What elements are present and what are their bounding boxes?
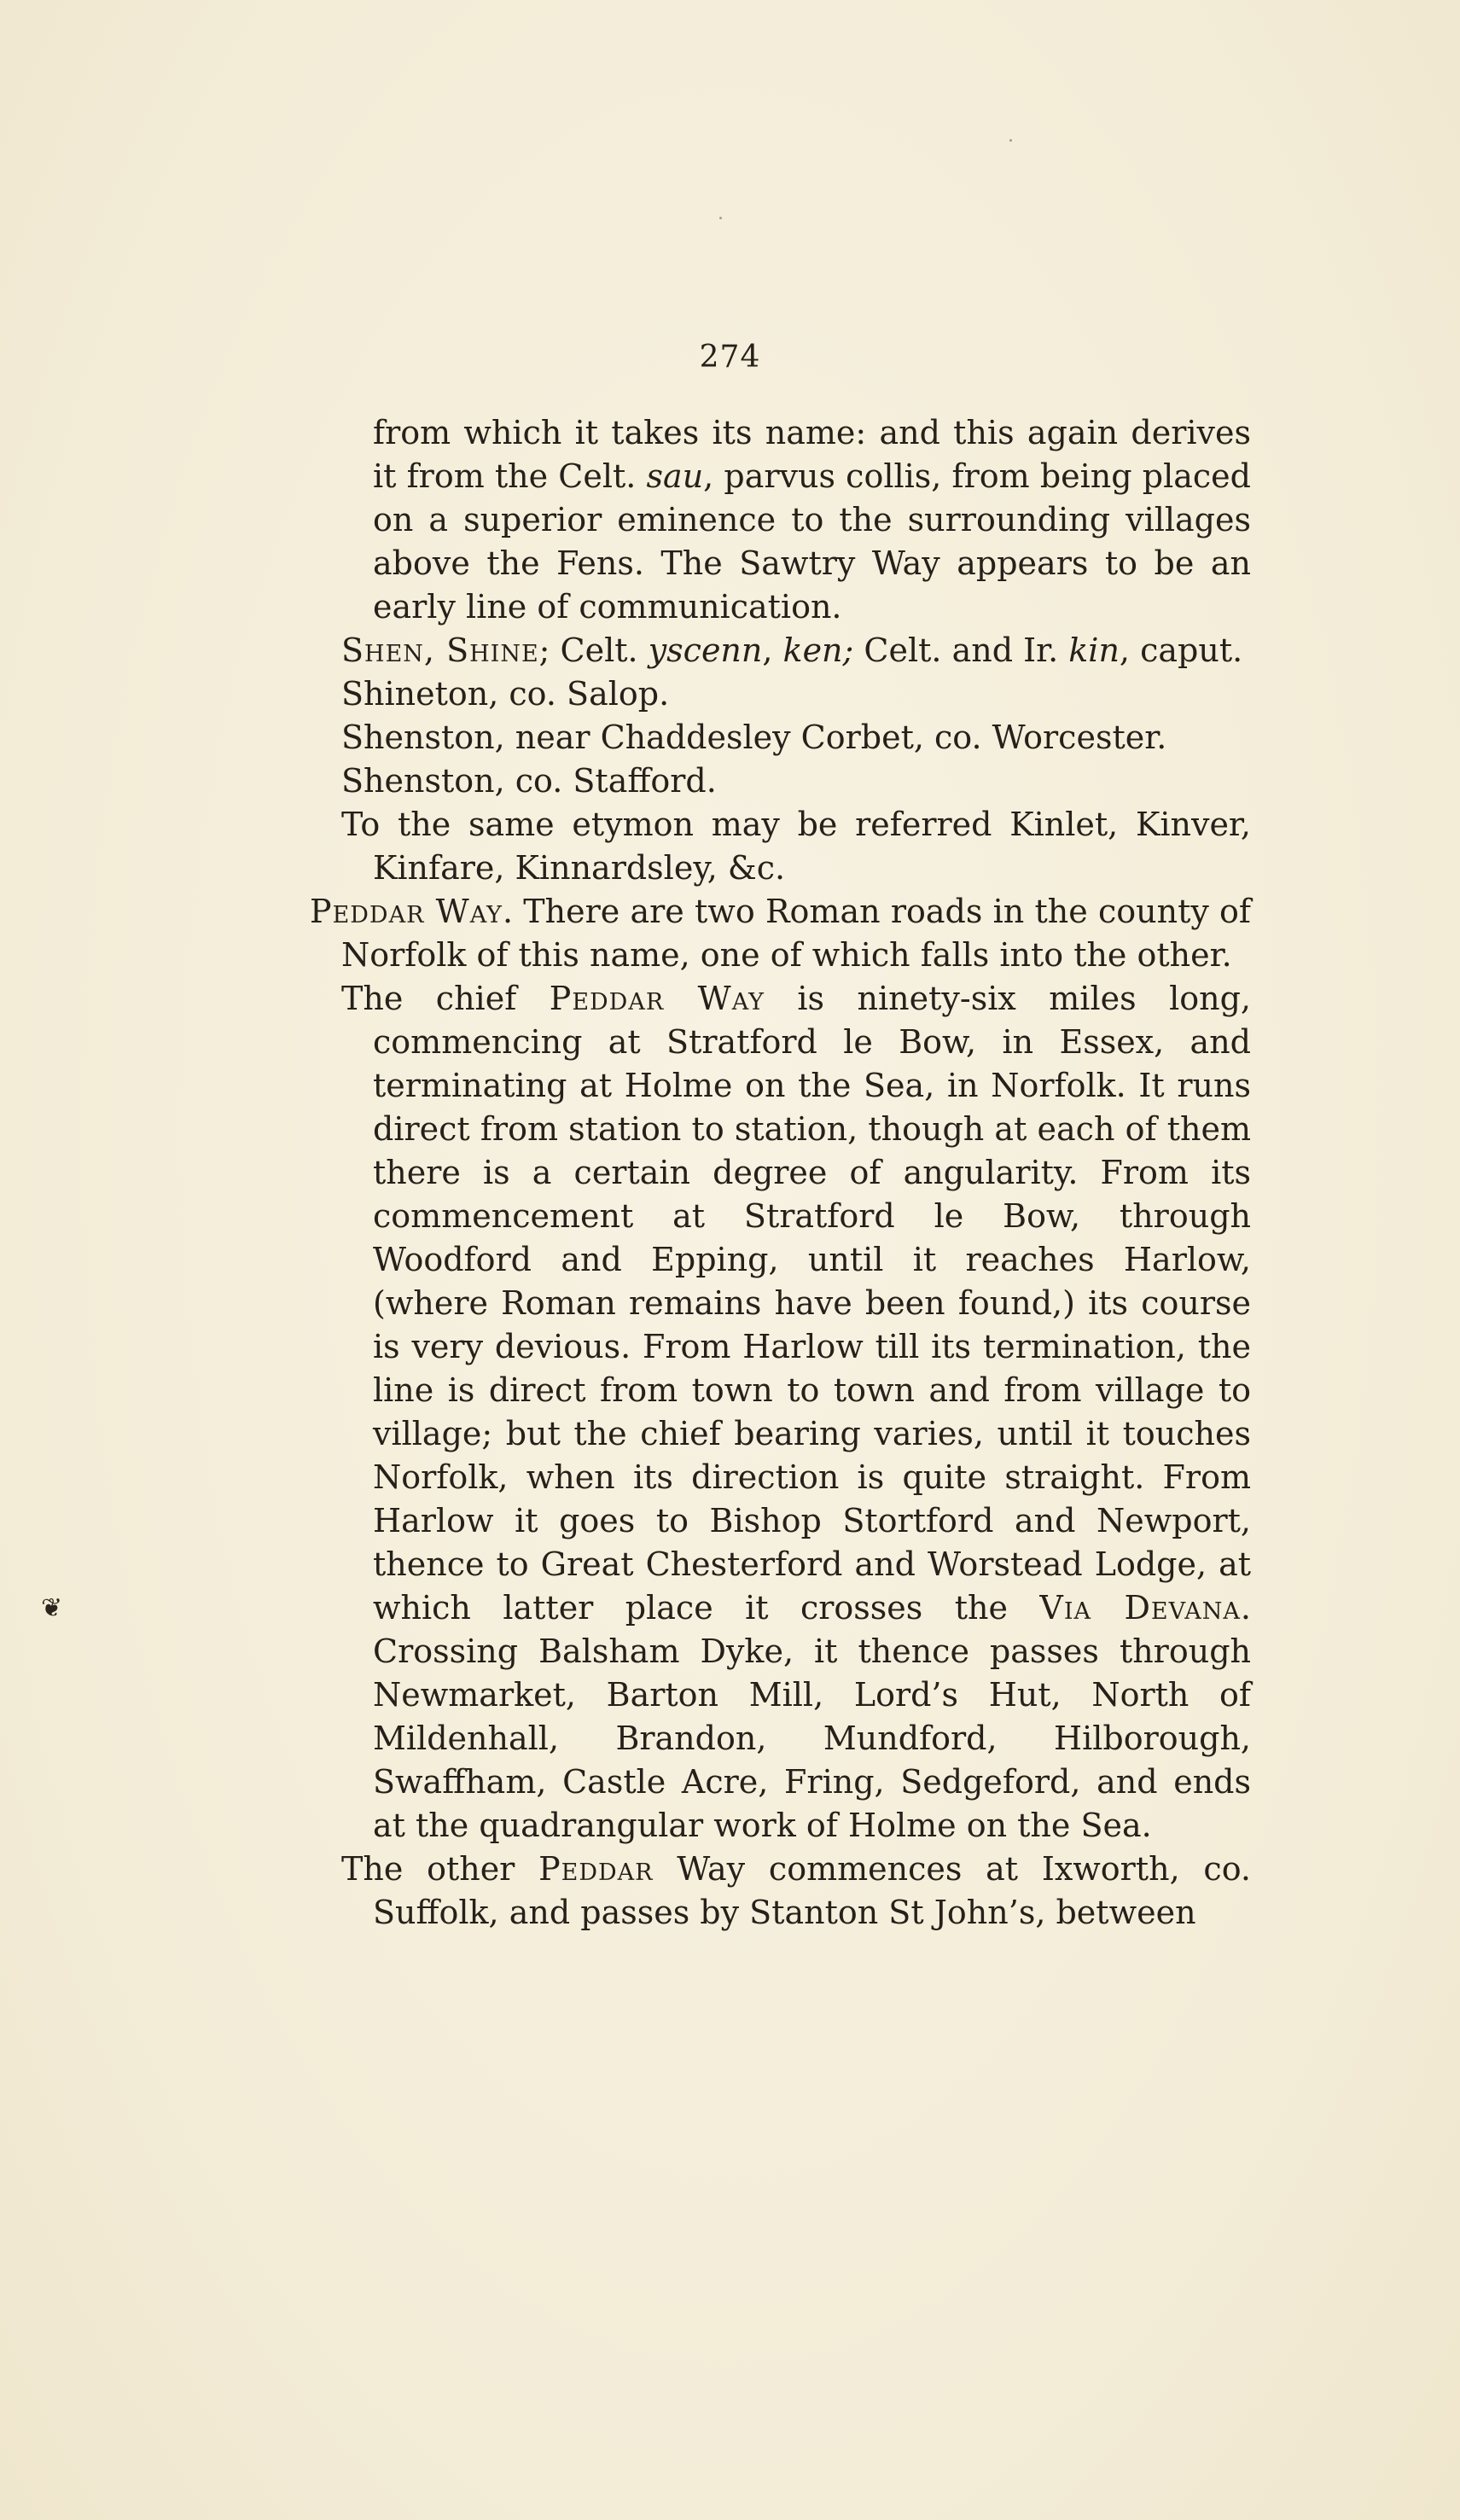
paragraph	[341, 1848, 1251, 1935]
italic-term: ken;	[782, 631, 854, 669]
paper-speck	[1009, 139, 1012, 142]
text-run: The other	[341, 1850, 539, 1888]
page-number: 274	[699, 340, 761, 375]
italic-term: sau	[646, 457, 704, 495]
small-caps-term: Peddar	[538, 1850, 654, 1888]
entry-shen-shine	[341, 629, 1251, 672]
paragraph-continuation	[341, 411, 1251, 629]
paragraph	[341, 977, 1251, 1848]
entry-heading: Shen, Shine	[341, 631, 539, 669]
text-run: Celt. and Ir.	[853, 631, 1069, 669]
text-run: from which it takes its name: and this again derives it from the Celt.	[373, 414, 1251, 495]
body-text	[310, 411, 1252, 1935]
small-caps-term: Via Devana	[1039, 1589, 1241, 1627]
entry-peddar-way	[310, 890, 1251, 977]
text-run: , parvus collis, from being placed on a superior eminence to the surrounding villages above the Fens. The Sawtry Way appears to be an early line of communication.	[373, 457, 1251, 626]
paper-speck	[719, 217, 722, 219]
margin-ornament-icon: ❦	[41, 1593, 63, 1623]
paragraph: To the same etymon may be referred Kinlet, Kinver, Kinfare, Kinnardsley, &c.	[341, 806, 1251, 887]
text-run: ,	[762, 631, 783, 669]
text-run: The chief	[341, 980, 550, 1017]
paragraph: Shineton, co. Salop.	[341, 675, 670, 713]
text-run: , caput.	[1119, 631, 1243, 669]
entry-heading: Peddar Way	[310, 893, 503, 930]
paragraph: Shenston, near Chaddesley Corbet, co. Worcester.	[341, 719, 1167, 756]
text-run: ; Celt.	[538, 631, 649, 669]
text-run: is ninety-six miles long, commencing at Stratford le Bow, in Essex, and terminating at Holme on the Sea, in Norfolk. It runs direct from station to station, though at each of them there is a certain degree of angularity. From its commencement at Stratford le Bow, through Woodford and Epping, until it reaches Harlow, (where Roman remains have been found,) its course is very devious. From Harlow till its termination, the line is direct from town to town and from village to village; but the chief bearing varies, until it touches Norfolk, when its direction is quite straight. From Harlow it goes to Bishop Stortford and Newport, thence to Great Chesterford and Worstead Lodge, at which latter place it crosses the	[373, 980, 1251, 1627]
text-run: Way commences at Ixworth, co. Suffolk, and passes by Stanton St John’s, between	[373, 1850, 1251, 1931]
text-run: . There are two Roman roads in the county of Norfolk of this name, one of which falls into the other.	[341, 893, 1252, 974]
text-run: . Crossing Balsham Dyke, it thence passes through Newmarket, Barton Mill, Lord’s Hut, North of Mildenhall, Brandon, Mundford, Hilborough, Swaffham, Castle Acre, Fring, Sedgeford, and ends at the quadrangular work of Holme on the Sea.	[373, 1589, 1252, 1844]
paragraph: Shenston, co. Stafford.	[341, 762, 717, 800]
italic-term: yscenn	[648, 631, 763, 669]
italic-term: kin	[1068, 631, 1120, 669]
small-caps-term: Peddar Way	[549, 980, 765, 1017]
